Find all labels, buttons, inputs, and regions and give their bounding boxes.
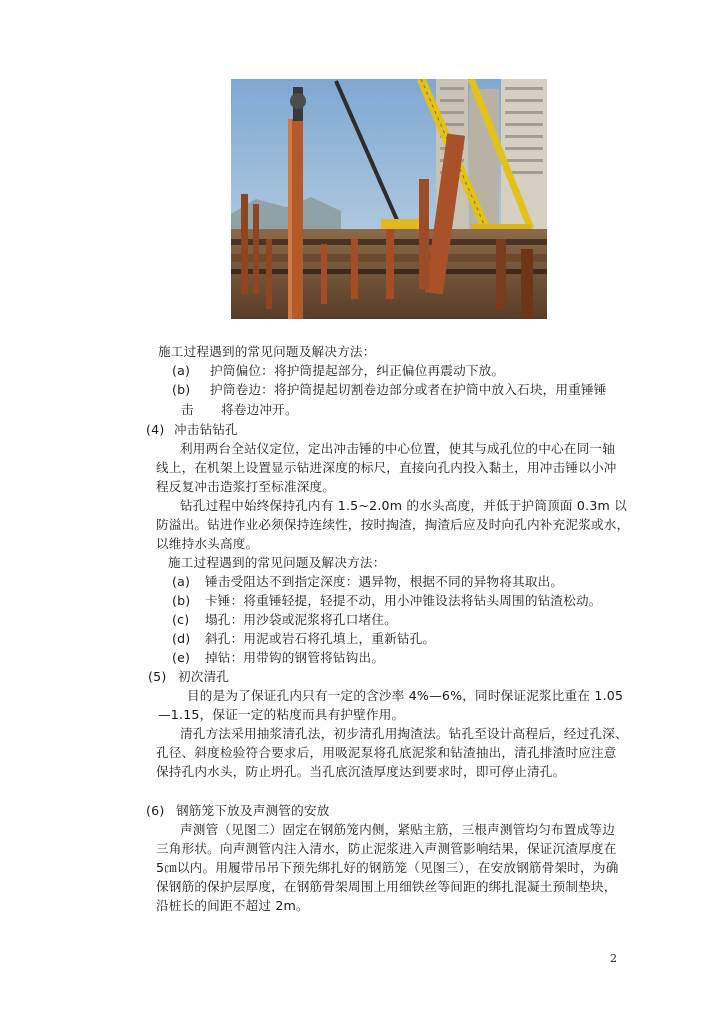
paragraph-line: 以维持水头高度。: [156, 536, 259, 551]
list-marker: (a): [172, 363, 191, 378]
list-text: 将卷边冲开。: [221, 402, 298, 417]
list-text: 护筒偏位：将护筒提起部分，纠正偏位再震动下放。: [210, 363, 505, 378]
paragraph-line: 保钢筋的保护层厚度，在钢筋骨架周围上用细铁丝等间距的绑扎混凝土预制垫块，: [156, 879, 617, 894]
list-marker: (b): [172, 593, 191, 608]
section-heading-5: [148, 669, 229, 685]
section-title: 钢筋笼下放及声测管的安放: [176, 803, 330, 818]
paragraph-line: 三角形状。向声测管内注入清水，防止泥浆进入声测管影响结果，保证沉渣厚度在: [156, 841, 617, 856]
list-item: [172, 593, 602, 609]
list-marker: (a): [172, 574, 191, 589]
paragraph-line: 防溢出。钻进作业必须保持连续性，按时掏渣，掏渣后应及时向孔内补充泥浆或水，: [156, 517, 630, 532]
paragraph-line: 目的是为了保证孔内只有一定的含沙率 4%—6%，同时保证泥浆比重在 1.05: [187, 688, 624, 703]
list-text: 击: [181, 402, 194, 417]
problems-intro-2: 施工过程遇到的常见问题及解决方法：: [168, 555, 386, 570]
list-item: [172, 612, 397, 628]
paragraph-line: 沿桩长的间距不超过 2m。: [156, 898, 309, 913]
paragraph-line: 钻孔过程中始终保持孔内有 1.5~2.0m 的水头高度，并低于护筒顶面 0.3m 以: [180, 498, 628, 513]
list-marker: (b): [172, 382, 191, 397]
paragraph-line: 利用两台全站仪定位，定出冲击锤的中心位置，使其与成孔位的中心在同一轴: [180, 441, 615, 456]
list-text: 锤击受阻达不到指定深度：遇异物，根据不同的异物将其取出。: [205, 574, 564, 589]
list-item: [172, 574, 563, 590]
section-title: 冲击钻钻孔: [174, 422, 238, 437]
list-item: [172, 363, 504, 379]
paragraph-line: 清孔方法采用抽浆清孔法，初步清孔用掏渣法。钻孔至设计高程后，经过孔深、: [180, 726, 628, 741]
section-title: 初次清孔: [178, 669, 230, 684]
list-text: 护筒卷边：将护筒提起切割卷边部分或者在护筒中放入石块，用重锤锤: [210, 382, 607, 397]
section-number: (4): [146, 422, 165, 437]
construction-site-photo: [231, 79, 547, 319]
paragraph-line: 声测管（见图二）固定在钢筋笼内侧，紧贴主筋，三根声测管均匀布置成等边: [180, 822, 615, 837]
paragraph-line: 线上，在机架上设置显示钻进深度的标尺，直接向孔内投入黏土，用冲击锤以小冲: [156, 460, 617, 475]
list-continuation: [181, 402, 298, 418]
list-marker: (e): [172, 650, 191, 665]
paragraph-line: 保持孔内水头，防止坍孔。当孔底沉渣厚度达到要求时，即可停止清孔。: [156, 764, 566, 779]
section-heading-4: [146, 422, 238, 438]
list-marker: (d): [172, 631, 191, 646]
paragraph-line: —1.15，保证一定的粘度而具有护壁作用。: [158, 707, 405, 722]
section-number: (5): [148, 669, 167, 684]
list-item: [172, 631, 435, 647]
list-text: 掉钻：用带钩的钢管将钻钩出。: [205, 650, 385, 665]
list-text: 塌孔：用沙袋或泥浆将孔口堵住。: [205, 612, 397, 627]
section-heading-6: [146, 803, 330, 819]
list-marker: (c): [172, 612, 190, 627]
section-number: (6): [146, 803, 165, 818]
paragraph-line: 孔径、斜度检验符合要求后，用吸泥泵将孔底泥浆和钻渣抽出，清孔排渣时应注意: [156, 745, 617, 760]
problems-intro-1: 施工过程遇到的常见问题及解决方法：: [158, 344, 376, 359]
list-text: 斜孔：用泥或岩石将孔填上，重新钻孔。: [205, 631, 436, 646]
list-item: [172, 382, 607, 398]
paragraph-line: 程反复冲击造浆打至标准深度。: [156, 479, 336, 494]
paragraph-line: 5㎝以内。用履带吊吊下预先绑扎好的钢筋笼（见图三），在安放钢筋骨架时，为确: [156, 860, 619, 875]
page-number: 2: [610, 952, 617, 965]
list-item: [172, 650, 384, 666]
list-text: 卡锤：将重锤轻提，轻提不动，用小冲锥设法将钻头周围的钻渣松动。: [205, 593, 602, 608]
